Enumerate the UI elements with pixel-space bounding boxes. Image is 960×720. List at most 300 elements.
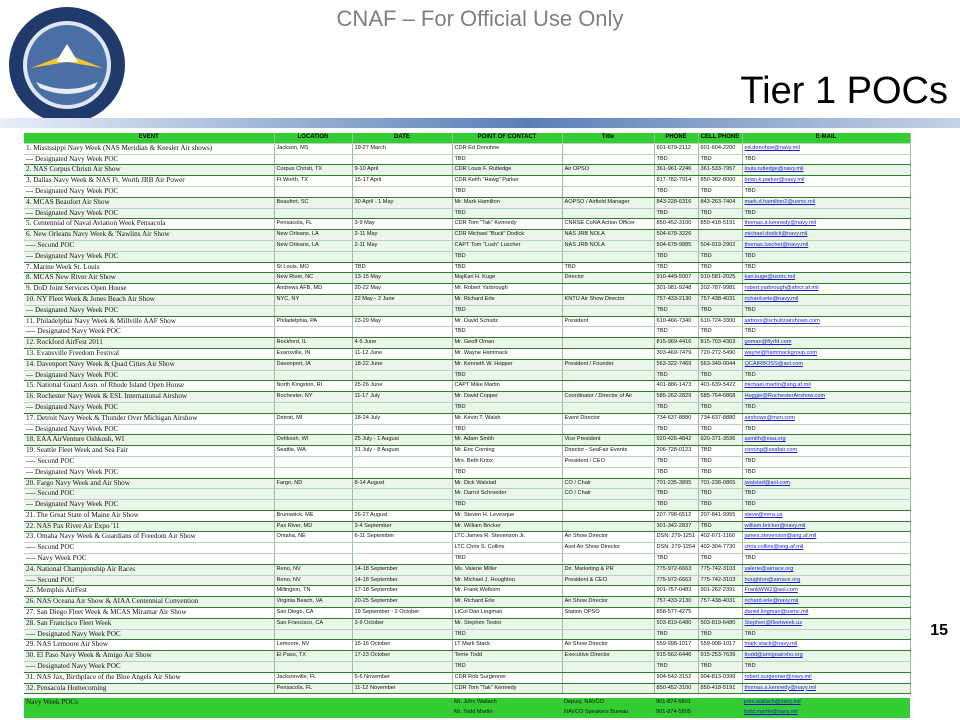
email-cell[interactable]: airboss@schultzairshows.com	[742, 316, 910, 327]
location-cell: Pensacola, FL	[274, 219, 352, 230]
phone-cell: 915-562-6446	[654, 651, 698, 662]
cell-phone-cell: TBD	[698, 251, 742, 262]
title-cell: Asst Air Show Director	[562, 543, 654, 554]
date-cell: 31 July - 8 August	[352, 446, 452, 457]
cell-phone-cell: TBD	[698, 208, 742, 219]
footer-table-container	[24, 698, 910, 718]
table-row	[24, 564, 910, 575]
event-cell: --- Designated Navy Week POC	[24, 154, 274, 165]
location-cell: New Orleans, LA	[274, 230, 352, 241]
title-cell	[562, 284, 654, 295]
cell-phone-cell: 601-604-2200	[698, 143, 742, 154]
email-cell[interactable]: thomas.luscher@navy.mil	[742, 240, 910, 251]
phone-cell: 817-782-7914	[654, 176, 698, 187]
event-cell: ---- Designated Navy Week POC	[24, 327, 274, 338]
column-header: DATE	[352, 133, 452, 143]
contact-cell: Mr. John Wallach	[452, 698, 562, 708]
email-cell[interactable]: mark.d.hamilton2@usmc.mil	[742, 197, 910, 208]
email-cell[interactable]: todd.martin@navy.mil	[742, 708, 910, 718]
cell-phone-cell: 901-262-2391	[698, 586, 742, 597]
cell-phone-cell: TBD	[698, 327, 742, 338]
event-cell: 31. NAS Jax, Birthplace of the Blue Angels Air Show	[24, 672, 274, 683]
event-cell: 5. Centennial of Naval Aviation Week Pensacola	[24, 219, 274, 230]
email-cell[interactable]: goman@flyrfd.com	[742, 338, 910, 349]
email-cell[interactable]: asmith@eaa.org	[742, 435, 910, 446]
phone-cell: 563-322-7469	[654, 359, 698, 370]
date-cell: 3-9 October	[352, 618, 452, 629]
table-row	[24, 348, 910, 359]
event-cell: Navy Week POCs	[24, 698, 274, 708]
event-cell: 29. NAS Lemoore Air Show	[24, 640, 274, 651]
email-cell[interactable]: jwalstad@aol.com	[742, 478, 910, 489]
phone-cell: 301-342-2837	[654, 521, 698, 532]
location-cell	[274, 154, 352, 165]
event-cell: 23. Omaha Navy Week & Guardians of Freedom Air Show	[24, 532, 274, 543]
title-cell	[562, 662, 654, 673]
date-cell: 25-26 June	[352, 381, 452, 392]
email-cell[interactable]: daniel.lingman@usmc.mil	[742, 608, 910, 619]
page-title: Tier 1 POCs	[740, 70, 948, 112]
contact-cell: CDR Keith "Hawg" Parker	[452, 176, 562, 187]
event-cell: 3. Dallas Navy Week & NAS Ft. Worth JRB Air Power	[24, 176, 274, 187]
phone-cell: TBD	[654, 662, 698, 673]
cell-phone-cell: 207-841-9955	[698, 510, 742, 521]
title-cell	[562, 208, 654, 219]
phone-cell: TBD	[654, 327, 698, 338]
location-cell: Omaha, NE	[274, 532, 352, 543]
date-cell: 17-23 October	[352, 651, 452, 662]
location-cell	[274, 327, 352, 338]
phone-cell: 503-819-6480	[654, 618, 698, 629]
cell-phone-cell: 503-819-6480	[698, 618, 742, 629]
header-banner	[0, 0, 960, 128]
date-cell	[352, 698, 452, 708]
email-cell[interactable]: kari.kuge@usmc.mil	[742, 273, 910, 284]
event-cell: 15. National Guard Assn. of Rhode Island Open House	[24, 381, 274, 392]
phone-cell: 843-228-6316	[654, 197, 698, 208]
email-cell[interactable]: robert.surgeoner@navy.mil	[742, 672, 910, 683]
cell-phone-cell: TBD	[698, 467, 742, 478]
table-row	[24, 219, 910, 230]
location-cell: San Francisco, CA	[274, 618, 352, 629]
table-row	[24, 370, 910, 381]
table-row	[24, 316, 910, 327]
event-cell: 9. DoD Joint Services Open House	[24, 284, 274, 295]
email-cell[interactable]: houghton@airrace.org	[742, 575, 910, 586]
title-cell: CO / Chair	[562, 489, 654, 500]
event-cell: 7. Marine Week St. Louis	[24, 262, 274, 273]
contact-cell: TBD	[452, 500, 562, 511]
table-row	[24, 478, 910, 489]
email-cell[interactable]: corning@seafair.com	[742, 446, 910, 457]
location-cell: Millington, TN	[274, 586, 352, 597]
title-cell	[562, 327, 654, 338]
event-cell: 28. San Francisco Fleet Week	[24, 618, 274, 629]
contact-cell: LT Mark Stack	[452, 640, 562, 651]
email-cell[interactable]: chris.collins@ang.af.mil	[742, 543, 910, 554]
event-cell: ---- Second POC	[24, 456, 274, 467]
title-cell	[562, 467, 654, 478]
contact-cell: Mr. William Bricker	[452, 521, 562, 532]
location-cell: Andrews AFB, MD	[274, 284, 352, 295]
event-cell: 13. Evansville Freedom Festival	[24, 348, 274, 359]
official-use-banner: CNAF – For Official Use Only	[336, 6, 624, 31]
phone-cell: TBD	[654, 554, 698, 565]
event-cell: 16. Rochester Navy Week & ESL International Airshow	[24, 392, 274, 403]
email-cell: TBD	[742, 489, 910, 500]
event-cell: 30. El Paso Navy Week & Amigo Air Show	[24, 651, 274, 662]
title-cell	[562, 176, 654, 187]
table-row	[24, 413, 910, 424]
email-cell: TBD	[742, 186, 910, 197]
email-cell: TBD	[742, 262, 910, 273]
phone-cell: 757-433-2130	[654, 597, 698, 608]
email-cell[interactable]: thomas.a.kennedy@navy.mil	[742, 219, 910, 230]
email-cell[interactable]: ttodd@amigoairsho.org	[742, 651, 910, 662]
date-cell	[352, 489, 452, 500]
location-cell: New River, NC	[274, 273, 352, 284]
table-row	[24, 662, 910, 673]
event-cell: 32. Pensacola Homecoming	[24, 683, 274, 694]
email-cell[interactable]: louis.rutledge@navy.mil	[742, 165, 910, 176]
location-cell	[274, 305, 352, 316]
location-cell	[274, 698, 352, 708]
cell-phone-cell: TBD	[698, 402, 742, 413]
title-cell	[562, 154, 654, 165]
phone-cell: 610-466-7340	[654, 316, 698, 327]
location-cell	[274, 543, 352, 554]
table-row	[24, 672, 910, 683]
contact-cell: TBD	[452, 402, 562, 413]
email-cell[interactable]: wayne@hammackgroup.com	[742, 348, 910, 359]
date-cell: 11-12 June	[352, 348, 452, 359]
cell-phone-cell	[698, 698, 742, 708]
title-cell: Dir. Marketing & PR	[562, 564, 654, 575]
phone-cell: 920-426-4842	[654, 435, 698, 446]
cell-phone-cell: 915-253-7639	[698, 651, 742, 662]
phone-cell: 303-469-7479	[654, 348, 698, 359]
contact-cell: TBD	[452, 208, 562, 219]
event-cell: --- Designated Navy Week POC	[24, 305, 274, 316]
phone-cell: TBD	[654, 305, 698, 316]
phone-cell: 904-542-3152	[654, 672, 698, 683]
title-cell: Air Show Director	[562, 597, 654, 608]
event-cell: 24. National Championship Air Races	[24, 564, 274, 575]
email-cell[interactable]: Stephen@fleetweek.us	[742, 618, 910, 629]
table-row	[24, 554, 910, 565]
location-cell	[274, 402, 352, 413]
email-cell[interactable]: valerie@airrace.org	[742, 564, 910, 575]
cell-phone-cell: 850-382-8000	[698, 176, 742, 187]
location-cell: New Orleans, LA	[274, 240, 352, 251]
location-cell: Ft Worth, TX	[274, 176, 352, 187]
column-header: Title	[562, 133, 654, 143]
title-cell: CNRSE CoNA Action Officer	[562, 219, 654, 230]
phone-cell: DSN: 279-1264	[654, 543, 698, 554]
date-cell	[352, 467, 452, 478]
cell-phone-cell: 757-438-4031	[698, 294, 742, 305]
date-cell	[352, 370, 452, 381]
contact-cell: Mr. Adam Smith	[452, 435, 562, 446]
column-header: E-MAIL	[742, 133, 910, 143]
table-row	[24, 683, 910, 694]
table-row	[24, 143, 910, 154]
cell-phone-cell: 610-724-3300	[698, 316, 742, 327]
event-cell: ---- Navy Week POC	[24, 554, 274, 565]
title-cell	[562, 424, 654, 435]
title-cell	[562, 348, 654, 359]
email-cell[interactable]: michael.martin@ang.af.mil	[742, 381, 910, 392]
table-row	[24, 500, 910, 511]
contact-cell: TBD	[452, 327, 562, 338]
location-cell: NYC, NY	[274, 294, 352, 305]
location-cell: Reno, NV	[274, 575, 352, 586]
location-cell: Detroit, MI	[274, 413, 352, 424]
cell-phone-cell: 775-742-3103	[698, 575, 742, 586]
table-row	[24, 176, 910, 187]
date-cell: 20-22 May	[352, 284, 452, 295]
cell-phone-cell: TBD	[698, 521, 742, 532]
email-cell[interactable]: ed.donohoe@navy.mil	[742, 143, 910, 154]
phone-cell: 775-972-6663	[654, 564, 698, 575]
date-cell	[352, 708, 452, 718]
location-cell: Rochester, NY	[274, 392, 352, 403]
location-cell: Philadelphia, PA	[274, 316, 352, 327]
title-cell	[562, 521, 654, 532]
email-cell[interactable]: thomas.a.kennedy@navy.mil	[742, 683, 910, 694]
date-cell: 11-17 July	[352, 392, 452, 403]
location-cell	[274, 467, 352, 478]
event-cell: 8. MCAS New River Air Show	[24, 273, 274, 284]
phone-cell: 301-981-9248	[654, 284, 698, 295]
title-cell: KNTU Air Show Director	[562, 294, 654, 305]
cell-phone-cell: 734-637-8880	[698, 413, 742, 424]
contact-cell: Mr. Frank Welborn	[452, 586, 562, 597]
contact-cell: TBD	[452, 554, 562, 565]
phone-cell: 858-577-4275	[654, 608, 698, 619]
contact-cell: Mr. Geoff Oman	[452, 338, 562, 349]
table-row	[24, 208, 910, 219]
location-cell	[274, 370, 352, 381]
event-cell: --- Designated Navy Week POC	[24, 424, 274, 435]
date-cell: 15-16 October	[352, 640, 452, 651]
cell-phone-cell: 402-671-1160	[698, 532, 742, 543]
contact-cell: CAPT Mike Martin	[452, 381, 562, 392]
date-cell: 15-17 April	[352, 176, 452, 187]
cell-phone-cell: TBD	[698, 662, 742, 673]
date-cell	[352, 208, 452, 219]
event-cell: 17. Detroit Navy Week & Thunder Over Michigan Airshow	[24, 413, 274, 424]
table-row	[24, 262, 910, 273]
contact-cell: Mr. Eric Corning	[452, 446, 562, 457]
contact-cell: Mr. Kenneth W. Hopper	[452, 359, 562, 370]
table-row	[24, 273, 910, 284]
title-cell: President	[562, 316, 654, 327]
cell-phone-cell: 850-418-5191	[698, 683, 742, 694]
email-cell[interactable]: michael.dodick@navy.mil	[742, 230, 910, 241]
table-row	[24, 435, 910, 446]
email-cell[interactable]: FrankWW2@aol.com	[742, 586, 910, 597]
email-cell[interactable]: brian.k.parker@navy.mil	[742, 176, 910, 187]
date-cell: 19-27 March	[352, 143, 452, 154]
table-row	[24, 532, 910, 543]
event-cell: --- Designated Navy Week POC	[24, 370, 274, 381]
table-row	[24, 629, 910, 640]
location-cell: El Paso, TX	[274, 651, 352, 662]
table-row	[24, 467, 910, 478]
title-cell: Director	[562, 273, 654, 284]
phone-cell: 901-874-5801	[654, 698, 698, 708]
title-cell: CO / Chair	[562, 478, 654, 489]
cell-phone-cell: 701-238-0865	[698, 478, 742, 489]
date-cell: 26-27 August	[352, 510, 452, 521]
contact-cell: TBD	[452, 186, 562, 197]
phone-cell: 504-678-3226	[654, 230, 698, 241]
event-cell: --- Designated Navy Week POC	[24, 208, 274, 219]
title-cell: NAS JRB NOLA	[562, 240, 654, 251]
contact-cell: TBD	[452, 467, 562, 478]
phone-cell: 850-452-3100	[654, 219, 698, 230]
email-cell[interactable]: james.stevenson@ang.af.mil	[742, 532, 910, 543]
email-cell[interactable]: mark.stack@navy.mil	[742, 640, 910, 651]
location-cell: Jackson, MS	[274, 143, 352, 154]
cell-phone-cell: 904-813-0399	[698, 672, 742, 683]
phone-cell: 901-757-0483	[654, 586, 698, 597]
table-row	[24, 381, 910, 392]
contact-cell: TBD	[452, 251, 562, 262]
phone-cell: 734-637-8880	[654, 413, 698, 424]
event-cell: 19. Seattle Fleet Week and Sea Fair	[24, 446, 274, 457]
email-cell: TBD	[742, 402, 910, 413]
cell-phone-cell: TBD	[698, 186, 742, 197]
date-cell	[352, 251, 452, 262]
email-cell: TBD	[742, 424, 910, 435]
contact-cell: TBD	[452, 370, 562, 381]
cell-phone-cell: 850-418-5191	[698, 219, 742, 230]
contact-cell: Ms. Valerie Miller	[452, 564, 562, 575]
contact-cell: CDR Ed Donohoe	[452, 143, 562, 154]
table-row	[24, 510, 910, 521]
phone-cell: TBD	[654, 629, 698, 640]
event-cell: 22. NAS Pax River Air Expo '11	[24, 521, 274, 532]
contact-cell: Mr. Todd Martin	[452, 708, 562, 718]
cell-phone-cell: TBD	[698, 305, 742, 316]
email-cell[interactable]: richard.erle@navy.mil	[742, 294, 910, 305]
cell-phone-cell: 720-272-5490	[698, 348, 742, 359]
event-cell: 6. New Orleans Navy Week & 'Nawlins Air Show	[24, 230, 274, 241]
title-cell: President / CEO	[562, 456, 654, 467]
date-cell: 25 July - 1 August	[352, 435, 452, 446]
contact-cell: CDR Louis F. Rutledge	[452, 165, 562, 176]
date-cell: 3-4 September	[352, 521, 452, 532]
event-cell: 10. NY Fleet Week & Jones Beach Air Show	[24, 294, 274, 305]
location-cell	[274, 251, 352, 262]
poc-table	[24, 133, 911, 694]
contact-cell: Mr. Richard Erle	[452, 294, 562, 305]
title-gradient-bar	[0, 118, 960, 128]
email-cell[interactable]: richard.erle@navy.mil	[742, 597, 910, 608]
contact-cell: Mr. David Schultz	[452, 316, 562, 327]
location-cell	[274, 456, 352, 467]
column-header: CELL PHONE	[698, 133, 742, 143]
phone-cell: TBD	[654, 402, 698, 413]
title-cell: Station OPSO	[562, 608, 654, 619]
date-cell	[352, 305, 452, 316]
contact-cell: CAPT Tom "Lush" Luscher	[452, 240, 562, 251]
email-cell[interactable]: airshows@msn.com	[742, 413, 910, 424]
event-cell: 20. Fargo Navy Week and Air Show	[24, 478, 274, 489]
cell-phone-cell	[698, 608, 742, 619]
table-body	[24, 143, 910, 694]
date-cell: 5-6 November	[352, 672, 452, 683]
date-cell: 14-18 September	[352, 564, 452, 575]
contact-cell: TBD	[452, 662, 562, 673]
event-cell: 25. Memphis AirFest	[24, 586, 274, 597]
title-cell: NAVCO Speakers Bureau	[562, 708, 654, 718]
phone-cell: 757-433-2130	[654, 294, 698, 305]
column-header: POINT OF CONTACT	[452, 133, 562, 143]
table-row	[24, 575, 910, 586]
phone-cell: TBD	[654, 262, 698, 273]
cell-phone-cell: 585-764-6868	[698, 392, 742, 403]
contact-cell: LTC Chris S. Collins	[452, 543, 562, 554]
cell-phone-cell: TBD	[698, 554, 742, 565]
table-row	[24, 338, 910, 349]
table-row	[24, 240, 910, 251]
phone-cell: TBD	[654, 456, 698, 467]
phone-cell: TBD	[654, 500, 698, 511]
date-cell	[352, 662, 452, 673]
table-row	[24, 154, 910, 165]
location-cell: Davenport, IA	[274, 359, 352, 370]
title-cell	[562, 251, 654, 262]
location-cell: Fargo, ND	[274, 478, 352, 489]
table-row	[24, 165, 910, 176]
contact-cell: TBD	[452, 305, 562, 316]
event-cell: 2. NAS Corpus Christi Air Show	[24, 165, 274, 176]
title-cell: Event Director	[562, 413, 654, 424]
email-cell[interactable]: william.bricker@navy.mil	[742, 521, 910, 532]
table-row	[24, 586, 910, 597]
date-cell: 3-9 May	[352, 219, 452, 230]
date-cell: 2-11 May	[352, 240, 452, 251]
date-cell	[352, 554, 452, 565]
email-cell[interactable]: steve@mrra.us	[742, 510, 910, 521]
location-cell	[274, 424, 352, 435]
title-cell: Air OPSO	[562, 165, 654, 176]
date-cell: 30 April - 1 May	[352, 197, 452, 208]
location-cell: Corpus Christi, TX	[274, 165, 352, 176]
title-cell: NAS JRB NOLA	[562, 230, 654, 241]
date-cell: 14-18 September	[352, 575, 452, 586]
date-cell: 8-14 August	[352, 478, 452, 489]
event-cell: --- Designated Navy Week POC	[24, 402, 274, 413]
phone-cell: 775-972-6663	[654, 575, 698, 586]
event-cell: 11. Philadelphia Navy Week & Millville AAF Show	[24, 316, 274, 327]
table-row	[24, 424, 910, 435]
title-cell	[562, 402, 654, 413]
email-cell[interactable]: robert.yarbrough@afncr.af.mil	[742, 284, 910, 295]
email-cell[interactable]: QCAIRBOSS@aol.com	[742, 359, 910, 370]
cell-phone-cell: 757-438-4031	[698, 597, 742, 608]
phone-cell: TBD	[654, 370, 698, 381]
email-cell[interactable]: Huggie@RochesterAirshow.com	[742, 392, 910, 403]
email-cell: TBD	[742, 554, 910, 565]
table-row	[24, 327, 910, 338]
email-cell[interactable]: john.wallach@navy.mil	[742, 698, 910, 708]
event-cell: --- Designated Navy Week POC	[24, 186, 274, 197]
title-cell: Air Show Director	[562, 640, 654, 651]
